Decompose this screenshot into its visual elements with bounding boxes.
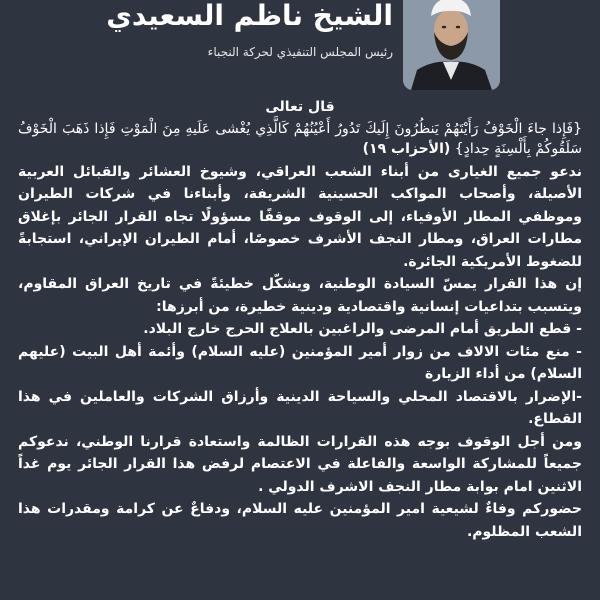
quran-verse-text: {فَإِذا جاءَ الْخَوْفُ رَأَيْتَهُمْ يَنظُرُونَ إِلَيكَ تَدُورُ أَعْيُنُهُمْ كَالَّذِي يُغْشى عَلَيهِ مِنَ الْمَوْتِ فَإِذا ذَهَبَ الْخَوْفُ سَلَقُوكُمْ بِأَلْسِنَةٍ حِدادٍ} <box>18 120 582 157</box>
paragraph: ومن أجل الوقوف بوجه هذه القرارات الظالمة واستعادة قرارنا الوطني، ندعوكم جميعاً للمشاركة الواسعة والفاعلة في الاعتصام لرفض هذا القرار الجائر يوم غداً الاثنين امام بوابة مطار النجف الاشرف الدولي . <box>18 433 582 495</box>
statement-body <box>18 96 582 543</box>
paragraph: حضوركم وفاءٌ لشيعية امير المؤمنين عليه السلام، ودفاعٌ عن كرامة ومقدرات هذا الشعب المظلوم. <box>18 501 582 540</box>
avatar <box>403 0 500 90</box>
quran-intro: قال تعالى <box>265 99 335 115</box>
portrait-image <box>403 0 500 90</box>
paragraph: ندعو جميع الغيارى من أبناء الشعب العراقي، وشيوخ العشائر والقبائل العربية الأصيلة، وأصحاب المواكب الحسينية الشريفة، وأبناءنا في شركات الطيران وموظفي المطار الأوفياء، إلى الوقوف موقفًا مسؤولًا تجاه القرار الجائر بإغلاق مطارات العراق، ومطار النجف الأشرف خصوصًا، أمام الطيران الإيراني، استجابةً للضغوط الأمريكية الجائرة. <box>18 163 582 270</box>
list-item: - قطع الطريق أمام المرضى والراغبين بالعلاج الحرج خارج البلاد. <box>143 321 582 337</box>
page-title: الشيخ ناظم السعيدي <box>106 0 393 32</box>
quran-reference: (الأحزاب ١٩) <box>362 140 451 157</box>
quran-verse <box>18 119 582 159</box>
paragraph: إن هذا القرار يمسّ السيادة الوطنية، ويشكّل خطيئةً في تاريخ العراق المقاوم، ويتسبب بتداعيات إنسانية واقتصادية ودينية خطيرة، من أبرزها: <box>18 276 582 315</box>
header <box>0 0 600 95</box>
list-item: - منع مئات الالاف من زوار أمير المؤمنين (عليه السلام) وأئمة أهل البيت (عليهم السلام) من أداء الزيارة <box>18 343 582 382</box>
list-item: -الإضرار بالاقتصاد المحلي والسياحة الدينية وأرزاق الشركات والعاملين في هذا القطاع. <box>18 388 582 427</box>
author-position: رئيس المجلس التنفيذي لحركة النجباء <box>207 45 393 59</box>
